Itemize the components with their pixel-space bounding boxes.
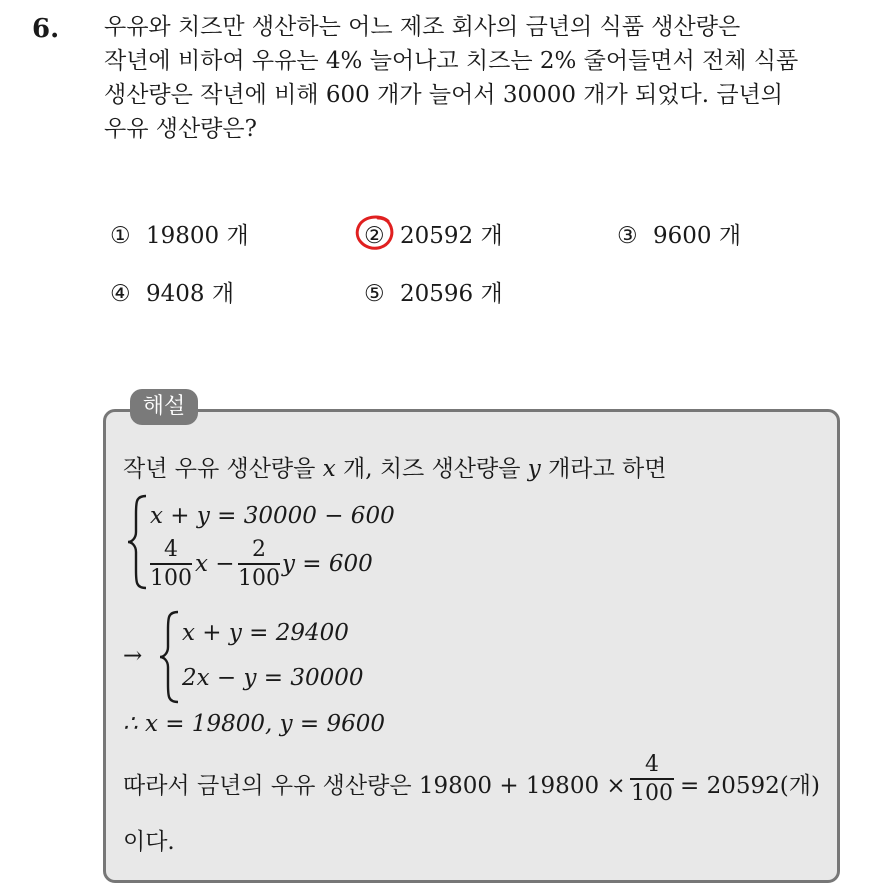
choice-number: ③	[617, 223, 638, 249]
choice-number: ④	[110, 281, 131, 307]
choice-4[interactable]	[110, 275, 234, 308]
question-text	[104, 10, 864, 146]
brace-icon	[126, 494, 148, 590]
variable-y: y	[527, 456, 541, 482]
system1-equation2-end: y = 600	[282, 551, 373, 577]
intro-text: 개, 치즈 생산량을	[335, 456, 528, 482]
closing-text: 이다.	[123, 829, 175, 855]
choice-text: 9408 개	[146, 281, 235, 307]
intro-text: 개라고 하면	[540, 456, 667, 482]
variable-x: x	[322, 456, 336, 482]
system2-equation2: 2x − y = 30000	[182, 665, 364, 691]
question-line: 우유와 치즈만 생산하는 어느 제조 회사의 금년의 식품 생산량은	[104, 14, 741, 40]
choice-5[interactable]	[364, 275, 503, 308]
choice-text: 9600 개	[653, 223, 742, 249]
final-result: = 20592(개)	[680, 773, 820, 799]
choice-number: ①	[110, 223, 131, 249]
final-line-text: 따라서 금년의 우유 생산량은 19800 + 19800 ×	[123, 773, 626, 799]
choice-3[interactable]	[617, 217, 741, 250]
brace-icon	[158, 610, 180, 704]
question-line: 작년에 비하여 우유는 4% 늘어나고 치즈는 2% 줄어들면서 전체 식품	[104, 48, 799, 74]
choice-text: 20596 개	[400, 281, 503, 307]
fraction-numerator: 4	[164, 537, 178, 562]
solution-intro	[123, 450, 666, 483]
system2-equation1: x + y = 29400	[182, 620, 349, 646]
answer-circle-mark	[354, 213, 398, 253]
fraction	[630, 752, 674, 806]
fraction-numerator: 2	[252, 537, 266, 562]
choice-1[interactable]	[110, 217, 249, 250]
choice-number: ⑤	[364, 281, 385, 307]
question-line: 생산량은 작년에 비해 600 개가 늘어서 30000 개가 되었다. 금년의	[104, 82, 783, 108]
fraction-denominator: 100	[150, 566, 192, 591]
fraction	[238, 537, 280, 591]
choice-text: 20592 개	[400, 223, 503, 249]
intro-text: 작년 우유 생산량을	[123, 456, 323, 482]
fraction-bar	[238, 563, 280, 565]
question-number: 6.	[32, 14, 60, 44]
choice-text: 19800 개	[146, 223, 249, 249]
fraction-bar	[150, 563, 192, 565]
question-line: 우유 생산량은?	[104, 116, 257, 142]
fraction	[150, 537, 192, 591]
arrow-symbol: →	[123, 643, 143, 669]
fraction-numerator: 4	[645, 752, 659, 777]
fraction-bar	[630, 778, 674, 780]
system1-equation1: x + y = 30000 − 600	[150, 503, 395, 529]
solution-tag: 해설	[130, 389, 198, 425]
system1-equation2-mid: x −	[195, 551, 235, 577]
fraction-denominator: 100	[238, 566, 280, 591]
fraction-denominator: 100	[631, 781, 673, 806]
choice-number: ②	[364, 223, 385, 249]
therefore-line: ∴ x = 19800, y = 9600	[123, 711, 386, 737]
